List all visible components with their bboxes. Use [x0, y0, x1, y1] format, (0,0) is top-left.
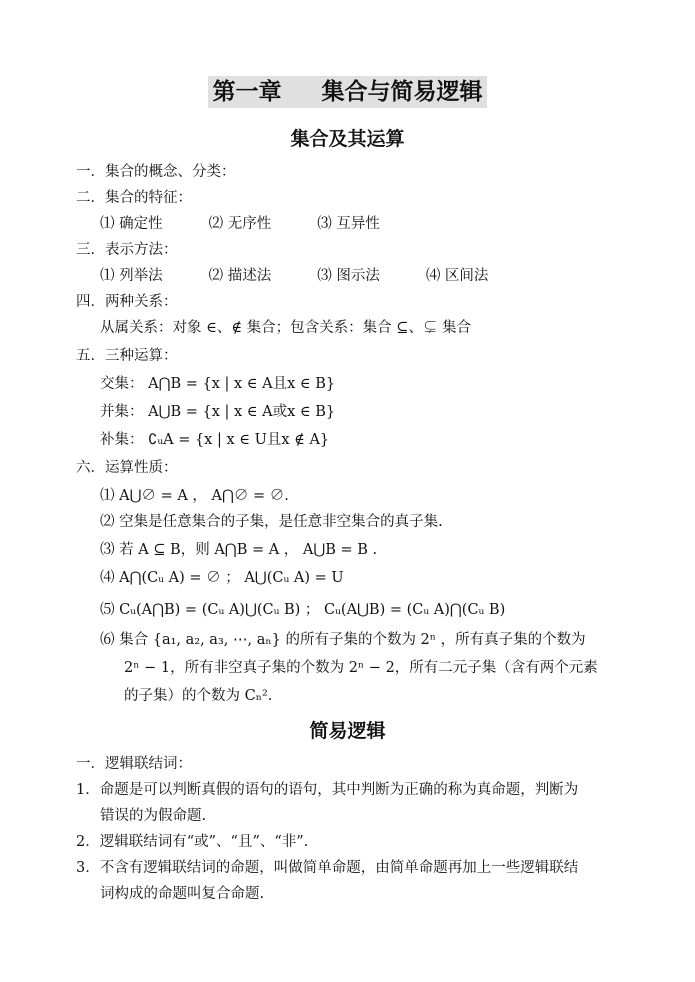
- property-3: ⑶ 若 A ⊆ B，则 A⋂B = A ， A⋃B = B .: [100, 542, 378, 558]
- property-6-line1: ⑹ 集合 {a₁, a₂, a₃, ⋯, aₙ} 的所有子集的个数为 2ⁿ ，所有真子集的个数为: [100, 632, 586, 648]
- property-6-line3: 的子集）的个数为 Cₙ².: [124, 688, 273, 704]
- heading-methods: 三．表示方法：: [76, 242, 178, 258]
- section-title-sets: 集合及其运算: [290, 128, 405, 150]
- intersection-def: 交集： A⋂B = {x | x ∈ A且x ∈ B}: [100, 376, 336, 392]
- logic-item-1-line2: 错误的为假命题.: [100, 808, 207, 824]
- heading-features: 二．集合的特征：: [76, 190, 192, 206]
- heading-operations: 五．三种运算：: [76, 348, 178, 364]
- method-item: ⑴ 列举法: [100, 268, 163, 284]
- heading-connectives: 一．逻辑联结词：: [76, 756, 192, 772]
- feature-item: ⑴ 确定性: [100, 216, 163, 232]
- section-title-logic: 简易逻辑: [309, 720, 386, 742]
- method-item: ⑶ 图示法: [317, 268, 380, 284]
- methods-list: [100, 266, 530, 286]
- property-5: ⑸ Cᵤ(A⋂B) = (Cᵤ A)⋃(Cᵤ B) ； Cᵤ(A⋃B) = (Cᵤ A)⋂(Cᵤ B): [100, 602, 506, 618]
- feature-item: ⑵ 无序性: [208, 216, 272, 232]
- chapter-title: 第一章 集合与简易逻辑: [208, 76, 487, 108]
- features-list: [100, 214, 421, 234]
- method-item: ⑵ 描述法: [208, 268, 272, 284]
- union-def: 并集： A⋃B = {x | x ∈ A或x ∈ B}: [100, 404, 336, 420]
- relations-text: 从属关系：对象 ∈、∉ 集合；包含关系：集合 ⊆、⊊ 集合: [100, 320, 472, 336]
- logic-item-1-line1: 1．命题是可以判断真假的语句的语句，其中判断为正确的称为真命题，判断为: [76, 782, 579, 798]
- feature-item: ⑶ 互异性: [317, 216, 380, 232]
- property-6-line2: 2ⁿ − 1，所有非空真子集的个数为 2ⁿ − 2，所有二元子集（含有两个元素: [124, 660, 598, 676]
- method-item: ⑷ 区间法: [425, 268, 489, 284]
- complement-def: 补集： ∁ᵤA = {x | x ∈ U且x ∉ A}: [100, 432, 330, 448]
- heading-properties: 六．运算性质：: [76, 460, 178, 476]
- logic-item-3-line2: 词构成的命题叫复合命题.: [100, 886, 265, 902]
- property-2: ⑵ 空集是任意集合的子集，是任意非空集合的真子集.: [100, 514, 443, 530]
- heading-relations: 四．两种关系：: [76, 294, 178, 310]
- heading-concept: 一．集合的概念、分类：: [76, 164, 236, 180]
- logic-item-3-line1: 3．不含有逻辑联结词的命题，叫做简单命题，由简单命题再加上一些逻辑联结: [76, 860, 579, 876]
- property-4: ⑷ A⋂(Cᵤ A) = ∅ ； A⋃(Cᵤ A) = U: [100, 570, 344, 586]
- property-1: ⑴ A⋃∅ = A ， A⋂∅ = ∅.: [100, 488, 289, 504]
- logic-item-2: 2．逻辑联结词有“或”、“且”、“非”.: [76, 834, 309, 850]
